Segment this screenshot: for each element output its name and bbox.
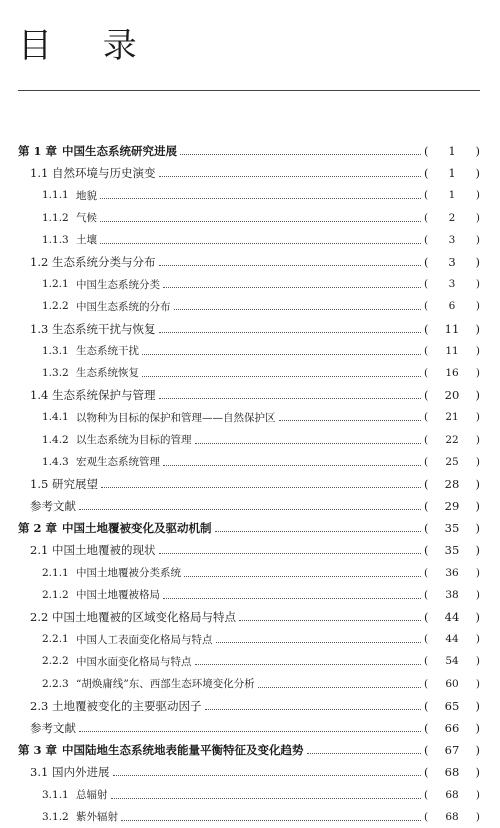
toc-entry-title: 中国土地覆被分类系统	[76, 567, 181, 580]
toc-entry-title: 自然环境与历史演变	[52, 166, 156, 181]
toc-entry-page: ( 68 )	[424, 810, 480, 823]
toc-entry-number: 1.2.1	[42, 278, 69, 291]
toc-dot-leader	[159, 552, 422, 554]
toc-entry-number: 1.4.3	[42, 455, 69, 468]
toc-entry-title: 气候	[76, 212, 97, 225]
toc-entry-number: 1.4.2	[42, 433, 69, 446]
toc-entry-section	[18, 761, 480, 783]
toc-entry-page: ( 16 )	[424, 366, 480, 379]
toc-entry-number: 1.5	[30, 476, 49, 491]
toc-entry-number: 3.1	[30, 765, 49, 780]
toc-entry-subsection	[18, 806, 480, 828]
toc-entry-title: 中国土地覆被变化及驱动机制	[62, 521, 212, 536]
toc-entry-number: 1.4	[30, 388, 49, 403]
toc-entry-subsection	[18, 628, 480, 650]
toc-entry-number: 2.1.2	[42, 588, 69, 601]
toc-entry-section	[18, 384, 480, 406]
toc-entry-page: ( 11 )	[424, 344, 480, 357]
toc-entry-number: 1.4.1	[42, 411, 69, 424]
toc-dot-leader	[159, 264, 422, 266]
toc-entry-title: 中国生态系统分类	[76, 278, 160, 291]
toc-entry-subsection	[18, 406, 480, 428]
toc-dot-leader	[100, 220, 421, 222]
toc-entry-number: 1.2.2	[42, 300, 69, 313]
toc-entry-number: 2.2.1	[42, 633, 69, 646]
toc-entry-title: 宏观生态系统管理	[76, 456, 160, 469]
toc-dot-leader	[100, 197, 421, 199]
toc-entry-page: ( 1 )	[424, 166, 480, 181]
toc-entry-page: ( 1 )	[424, 189, 480, 202]
toc-entry-section	[18, 251, 480, 273]
toc-entry-number: 3.1.2	[42, 810, 69, 823]
toc-entry-subsection	[18, 295, 480, 317]
toc-dot-leader	[163, 286, 421, 288]
toc-entry-title: 紫外辐射	[76, 811, 118, 824]
toc-entry-subsection	[18, 584, 480, 606]
toc-entry-subsection	[18, 362, 480, 384]
toc-entry-number: 3.1.1	[42, 788, 69, 801]
toc-dot-leader	[101, 486, 421, 488]
toc-entry-section	[18, 606, 480, 628]
toc-dot-leader	[100, 242, 421, 244]
toc-entry-number: 2.2.2	[42, 655, 69, 668]
toc-entry-subsection	[18, 428, 480, 450]
toc-entry-title: “胡焕庸线”东、西部生态环境变化分析	[76, 678, 255, 691]
toc-entry-section	[18, 695, 480, 717]
toc-entry-title: 中国水面变化格局与特点	[76, 655, 192, 668]
toc-entry-number: 第 3 章	[18, 743, 58, 758]
toc-entry-number: 第 1 章	[18, 144, 58, 159]
toc-dot-leader	[180, 153, 421, 155]
toc-entry-page: ( 36 )	[424, 566, 480, 579]
toc-entry-number: 2.3	[30, 698, 49, 713]
toc-entry-title: 中国生态系统研究进展	[62, 144, 177, 159]
toc-entry-number: 2.2.3	[42, 677, 69, 690]
toc-entry-page: ( 21 )	[424, 411, 480, 424]
toc-entry-page: ( 2 )	[424, 211, 480, 224]
toc-entry-section	[18, 473, 480, 495]
toc-entry-page: ( 44 )	[424, 633, 480, 646]
toc-entry-number: 2.1	[30, 543, 49, 558]
toc-entry-subsection	[18, 273, 480, 295]
title-divider	[18, 90, 480, 91]
toc-dot-leader	[205, 708, 422, 710]
toc-entry-title: 研究展望	[52, 476, 98, 491]
toc-entry-page: ( 38 )	[424, 588, 480, 601]
toc-dot-leader	[215, 530, 422, 532]
toc-entry-page: ( 28 )	[424, 476, 480, 491]
toc-entry-number: 1.1.3	[42, 233, 69, 246]
toc-entry-page: ( 20 )	[424, 388, 480, 403]
toc-entry-subsection	[18, 340, 480, 362]
toc-entry-number: 第 2 章	[18, 521, 58, 536]
toc-dot-leader	[159, 397, 422, 399]
toc-entry-title: 中国陆地生态系统地表能量平衡特征及变化趋势	[62, 743, 304, 758]
toc-entry-refs	[18, 495, 480, 517]
toc-entry-page: ( 3 )	[424, 278, 480, 291]
toc-entry-subsection	[18, 562, 480, 584]
toc-entry-number: 1.3.2	[42, 366, 69, 379]
toc-entry-title: 土地覆被变化的主要驱动因子	[52, 698, 202, 713]
toc-entry-title: 生态系统干扰	[76, 345, 139, 358]
toc-entry-title: 中国土地覆被格局	[76, 589, 160, 602]
toc-entry-page: ( 44 )	[424, 610, 480, 625]
toc-entry-subsection	[18, 673, 480, 695]
toc-entry-title: 国内外进展	[52, 765, 110, 780]
toc-entry-title: 生态系统保护与管理	[52, 388, 156, 403]
toc-entry-page: ( 1 )	[424, 144, 480, 159]
toc-dot-leader	[113, 774, 422, 776]
toc-entry-subsection	[18, 650, 480, 672]
toc-entry-title: 以物种为目标的保护和管理——自然保护区	[76, 411, 276, 424]
toc-dot-leader	[195, 663, 422, 665]
toc-entry-title: 生态系统恢复	[76, 367, 139, 380]
toc-entry-page: ( 54 )	[424, 655, 480, 668]
toc-entry-page: ( 65 )	[424, 698, 480, 713]
toc-entry-section	[18, 318, 480, 340]
toc-entry-subsection	[18, 207, 480, 229]
table-of-contents	[18, 140, 480, 828]
toc-dot-leader	[258, 686, 421, 688]
toc-dot-leader	[216, 641, 422, 643]
toc-dot-leader	[111, 797, 422, 799]
toc-entry-subsection	[18, 451, 480, 473]
toc-entry-page: ( 68 )	[424, 788, 480, 801]
toc-entry-chapter	[18, 739, 480, 761]
toc-dot-leader	[79, 508, 421, 510]
toc-entry-refs	[18, 717, 480, 739]
toc-dot-leader	[279, 419, 422, 421]
toc-entry-page: ( 66 )	[424, 720, 480, 735]
toc-entry-page: ( 3 )	[424, 233, 480, 246]
toc-entry-subsection	[18, 783, 480, 805]
toc-entry-title: 地貌	[76, 189, 97, 202]
toc-dot-leader	[79, 730, 421, 732]
toc-dot-leader	[307, 752, 422, 754]
toc-entry-page: ( 11 )	[424, 321, 480, 336]
toc-entry-page: ( 35 )	[424, 543, 480, 558]
toc-entry-page: ( 68 )	[424, 765, 480, 780]
toc-dot-leader	[184, 575, 421, 577]
toc-dot-leader	[142, 375, 421, 377]
toc-entry-title: 土壤	[76, 234, 97, 247]
toc-entry-subsection	[18, 229, 480, 251]
toc-entry-title: 中国生态系统的分布	[76, 300, 171, 313]
page-title: 目 录	[18, 26, 157, 66]
toc-entry-page: ( 3 )	[424, 255, 480, 270]
toc-entry-number: 2.1.1	[42, 566, 69, 579]
toc-entry-title: 总辐射	[76, 789, 108, 802]
toc-entry-page: ( 22 )	[424, 433, 480, 446]
toc-dot-leader	[159, 175, 422, 177]
toc-dot-leader	[159, 331, 422, 333]
toc-entry-page: ( 25 )	[424, 455, 480, 468]
toc-dot-leader	[142, 353, 421, 355]
toc-dot-leader	[195, 442, 422, 444]
toc-entry-chapter	[18, 517, 480, 539]
toc-entry-page: ( 29 )	[424, 499, 480, 514]
toc-entry-section	[18, 539, 480, 561]
toc-dot-leader	[174, 308, 422, 310]
toc-entry-number: 1.1.2	[42, 211, 69, 224]
toc-entry-number: 1.2	[30, 255, 49, 270]
toc-dot-leader	[163, 597, 421, 599]
toc-entry-number: 1.3	[30, 321, 49, 336]
toc-entry-title: 中国土地覆被的现状	[52, 543, 156, 558]
toc-entry-page: ( 35 )	[424, 521, 480, 536]
toc-entry-page: ( 67 )	[424, 743, 480, 758]
toc-entry-number: 2.2	[30, 610, 49, 625]
toc-entry-title: 中国土地覆被的区域变化格局与特点	[52, 610, 236, 625]
toc-entry-number: 1.1	[30, 166, 49, 181]
toc-entry-title: 生态系统干扰与恢复	[52, 321, 156, 336]
toc-entry-page: ( 60 )	[424, 677, 480, 690]
toc-entry-title: 中国人工表面变化格局与特点	[76, 633, 213, 646]
toc-entry-section	[18, 162, 480, 184]
toc-entry-chapter	[18, 140, 480, 162]
toc-entry-number: 1.3.1	[42, 344, 69, 357]
toc-entry-number: 1.1.1	[42, 189, 69, 202]
toc-entry-title: 以生态系统为目标的管理	[76, 434, 192, 447]
toc-entry-title: 参考文献	[30, 720, 76, 735]
toc-dot-leader	[163, 464, 421, 466]
toc-entry-page: ( 6 )	[424, 300, 480, 313]
toc-entry-title: 参考文献	[30, 499, 76, 514]
toc-entry-title: 生态系统分类与分布	[52, 255, 156, 270]
toc-dot-leader	[121, 819, 421, 821]
toc-dot-leader	[239, 619, 421, 621]
toc-entry-subsection	[18, 184, 480, 206]
